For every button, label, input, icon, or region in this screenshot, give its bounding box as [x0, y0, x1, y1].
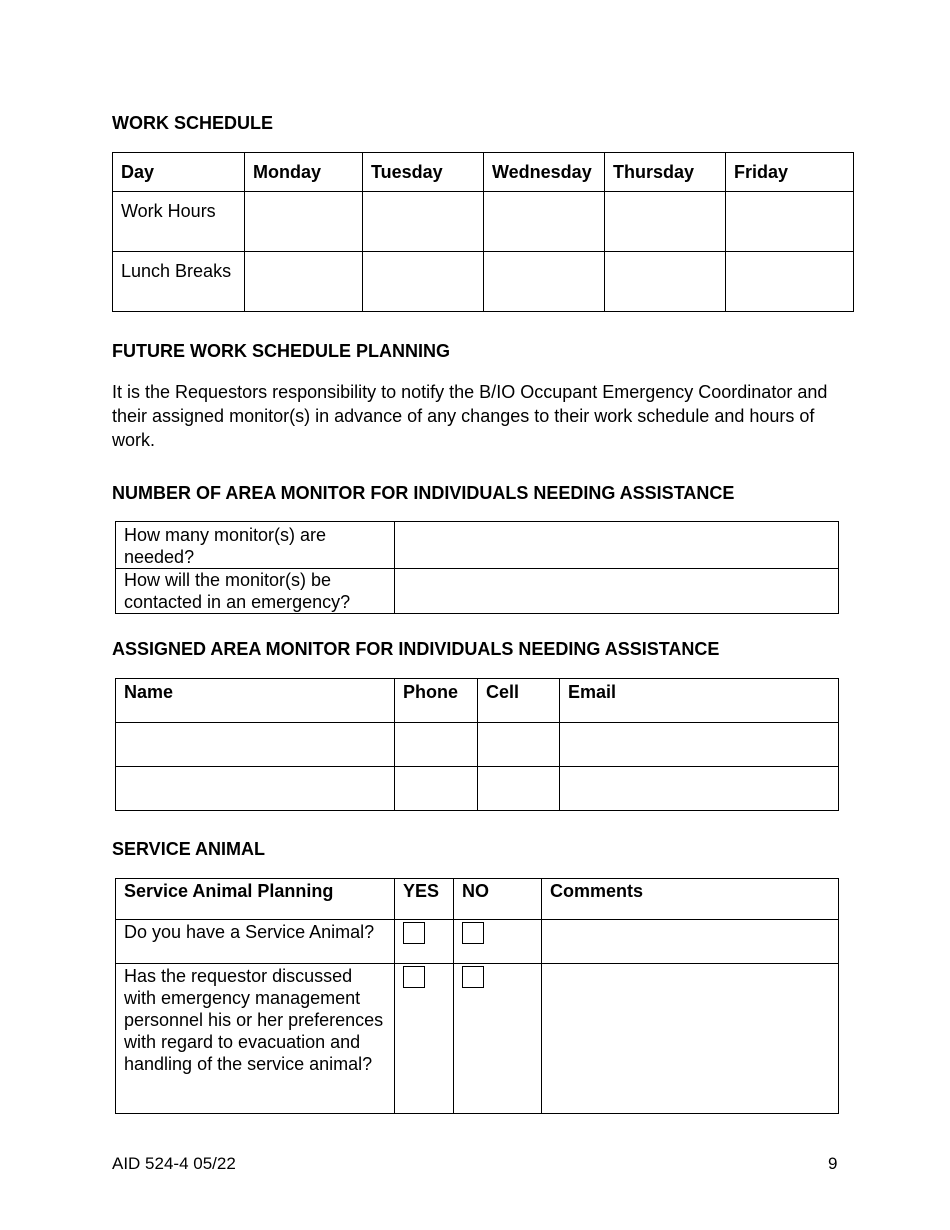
- work-hours-friday-cell[interactable]: [726, 192, 854, 252]
- header-cell: Cell: [478, 679, 560, 723]
- service-animal-question-1: Do you have a Service Animal?: [116, 920, 395, 964]
- header-wednesday: Wednesday: [484, 153, 605, 192]
- question-1-yes-checkbox[interactable]: [403, 922, 425, 944]
- question-1-yes: [395, 920, 454, 964]
- future-planning-heading: FUTURE WORK SCHEDULE PLANNING: [112, 341, 450, 361]
- lunch-breaks-monday-cell[interactable]: [245, 252, 363, 312]
- header-thursday: Thursday: [605, 153, 726, 192]
- number-monitor-table: [115, 521, 839, 614]
- header-name: Name: [116, 679, 395, 723]
- future-planning-text: It is the Requestors responsibility to notify the B/IO Occupant Emergency Coordinator and their assigned monitor(s) in advance of any changes to their work schedule and hours of work.: [112, 382, 828, 450]
- header-phone: Phone: [395, 679, 478, 723]
- header-tuesday: Tuesday: [363, 153, 484, 192]
- monitor-1-name-cell[interactable]: [116, 723, 395, 767]
- question-1-no: [454, 920, 542, 964]
- monitor-contact-answer[interactable]: [395, 569, 839, 614]
- header-email: Email: [560, 679, 839, 723]
- question-1-comments-cell[interactable]: [542, 920, 839, 964]
- monitor-2-cell-cell[interactable]: [478, 767, 560, 811]
- header-friday: Friday: [726, 153, 854, 192]
- question-2-no: [454, 964, 542, 1114]
- lunch-breaks-thursday-cell[interactable]: [605, 252, 726, 312]
- question-2-comments-cell[interactable]: [542, 964, 839, 1114]
- question-2-no-checkbox[interactable]: [462, 966, 484, 988]
- monitor-contact-question: How will the monitor(s) be contacted in an emergency?: [116, 569, 395, 614]
- header-no: NO: [454, 879, 542, 920]
- lunch-breaks-tuesday-cell[interactable]: [363, 252, 484, 312]
- monitor-2-email-cell[interactable]: [560, 767, 839, 811]
- service-animal-heading: SERVICE ANIMAL: [112, 839, 266, 859]
- work-hours-wednesday-cell[interactable]: [484, 192, 605, 252]
- work-schedule-heading: WORK SCHEDULE: [112, 113, 273, 133]
- header-monday: Monday: [245, 153, 363, 192]
- row-label-lunch-breaks: Lunch Breaks: [113, 252, 245, 312]
- header-service-animal-planning: Service Animal Planning: [116, 879, 395, 920]
- header-comments: Comments: [542, 879, 839, 920]
- work-hours-tuesday-cell[interactable]: [363, 192, 484, 252]
- monitor-1-phone-cell[interactable]: [395, 723, 478, 767]
- question-1-no-checkbox[interactable]: [462, 922, 484, 944]
- service-animal-table: [115, 878, 839, 1114]
- number-monitor-heading: NUMBER OF AREA MONITOR FOR INDIVIDUALS NEEDING ASSISTANCE: [112, 483, 735, 503]
- work-schedule-table: [112, 152, 854, 312]
- monitor-count-answer[interactable]: [395, 522, 839, 569]
- form-id: AID 524-4 05/22: [112, 1154, 236, 1173]
- monitor-1-email-cell[interactable]: [560, 723, 839, 767]
- work-hours-monday-cell[interactable]: [245, 192, 363, 252]
- monitor-2-name-cell[interactable]: [116, 767, 395, 811]
- monitor-1-cell-cell[interactable]: [478, 723, 560, 767]
- header-yes: YES: [395, 879, 454, 920]
- question-2-yes-checkbox[interactable]: [403, 966, 425, 988]
- service-animal-question-2: Has the requestor discussed with emergency management personnel his or her preferences with regard to evacuation and handling of the service animal?: [116, 964, 395, 1114]
- row-label-work-hours: Work Hours: [113, 192, 245, 252]
- work-hours-thursday-cell[interactable]: [605, 192, 726, 252]
- lunch-breaks-friday-cell[interactable]: [726, 252, 854, 312]
- assigned-monitor-table: [115, 678, 839, 811]
- monitor-2-phone-cell[interactable]: [395, 767, 478, 811]
- page-number: 9: [828, 1154, 838, 1173]
- header-day: Day: [113, 153, 245, 192]
- lunch-breaks-wednesday-cell[interactable]: [484, 252, 605, 312]
- assigned-monitor-heading: ASSIGNED AREA MONITOR FOR INDIVIDUALS NEEDING ASSISTANCE: [112, 639, 720, 659]
- question-2-yes: [395, 964, 454, 1114]
- monitor-count-question: How many monitor(s) are needed?: [116, 522, 395, 569]
